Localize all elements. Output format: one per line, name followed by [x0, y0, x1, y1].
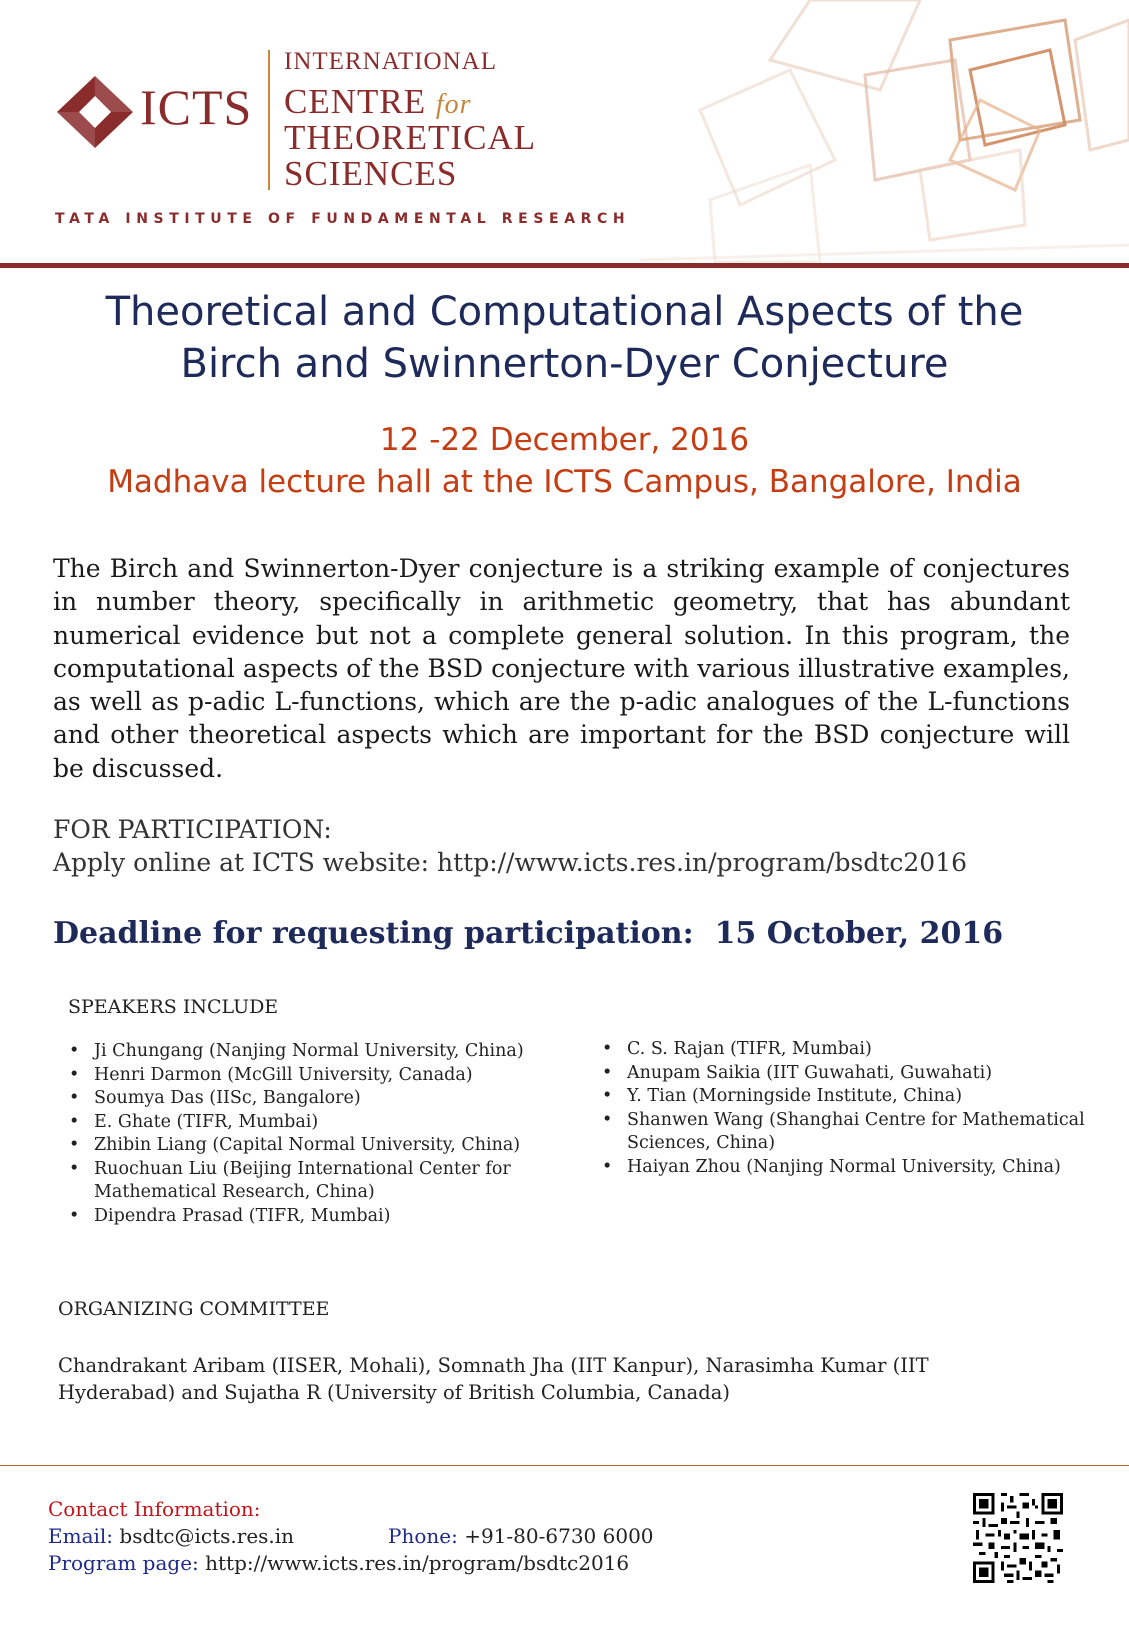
qr-code-icon: [973, 1493, 1063, 1583]
organizing-members: Chandrakant Aribam (IISER, Mohali), Somnath Jha (IIT Kanpur), Narasimha Kumar (IIT Hyderabad) and Sujatha R (University of British Columbia, Canada): [58, 1354, 929, 1404]
parent-institute: TATA INSTITUTE OF FUNDAMENTAL RESEARCH: [55, 211, 631, 227]
centre-name-line4: SCIENCES: [284, 154, 458, 193]
speaker-item: • Dipendra Prasad (TIFR, Mumbai): [62, 1205, 562, 1229]
contact-email: [48, 1524, 294, 1548]
speaker-item: • Henri Darmon (McGill University, Canada): [62, 1064, 562, 1088]
icts-logo-icon: [55, 72, 135, 152]
speaker-item: • Zhibin Liang (Capital Normal University, China): [62, 1134, 562, 1158]
speaker-item: • Ruochuan Liu (Beijing International Center for Mathematical Research, China): [62, 1158, 562, 1205]
speaker-item: • Soumya Das (IISc, Bangalore): [62, 1087, 562, 1111]
contact-program: [48, 1551, 629, 1575]
logo-divider: [268, 50, 270, 190]
speaker-item: • C. S. Rajan (TIFR, Mumbai): [595, 1038, 1115, 1062]
participation-heading: FOR PARTICIPATION:: [53, 815, 332, 844]
phone-number: +91-80-6730 6000: [464, 1524, 654, 1548]
speaker-item: • Shanwen Wang (Shanghai Centre for Mathematical Sciences, China): [595, 1109, 1115, 1156]
participation-apply-link[interactable]: Apply online at ICTS website: http://www.icts.res.in/program/bsdtc2016: [53, 848, 968, 877]
footer-divider: [0, 1465, 1129, 1466]
centre-name-line2: CENTRE for: [284, 82, 472, 121]
email-link[interactable]: bsdtc@icts.res.in: [119, 1524, 295, 1548]
deadline-notice: [53, 916, 1003, 951]
event-title-line1: Theoretical and Computational Aspects of the: [105, 289, 1024, 335]
email-label: Email:: [48, 1524, 114, 1548]
speaker-item: • E. Ghate (TIFR, Mumbai): [62, 1111, 562, 1135]
organizing-heading: ORGANIZING COMMITTEE: [58, 1298, 330, 1320]
event-dates: 12 -22 December, 2016: [379, 422, 750, 458]
program-label: Program page:: [48, 1551, 199, 1575]
header-geometric-art: [620, 0, 1129, 265]
speaker-item: • Ji Chungang (Nanjing Normal University, China): [62, 1040, 562, 1064]
centre-name-for: for: [435, 89, 472, 120]
event-description: The Birch and Swinnerton-Dyer conjecture is a striking example of conjectures in number theory, specifically in arithmetic geometry, that has abundant numerical evidence but not a complete general solution. In this program, the computational aspects of the BSD conjecture with various illustrative examples, as well as p-adic L-functions, which are the p-adic analogues of the L-functions and other theoretical aspects which are important for the BSD conjecture will be discussed.: [53, 554, 1070, 783]
speakers-heading: SPEAKERS INCLUDE: [68, 996, 279, 1018]
speakers-list-right: [595, 1038, 1115, 1179]
logo-wordmark: ICTS: [140, 79, 253, 135]
centre-name-line1: INTERNATIONAL: [284, 48, 497, 75]
speaker-item: • Anupam Saikia (IIT Guwahati, Guwahati): [595, 1062, 1115, 1086]
event-title: [0, 286, 1129, 390]
event-title-line2: Birch and Swinnerton-Dyer Conjecture: [180, 341, 949, 387]
deadline-date: 15 October, 2016: [714, 916, 1004, 951]
deadline-label: Deadline for requesting participation:: [53, 916, 694, 951]
phone-label: Phone:: [388, 1524, 458, 1548]
speakers-list-left: [62, 1040, 562, 1228]
event-venue: Madhava lecture hall at the ICTS Campus, Bangalore, India: [107, 464, 1022, 500]
speaker-item: • Y. Tian (Morningside Institute, China): [595, 1085, 1115, 1109]
centre-name-line3: THEORETICAL: [284, 118, 537, 157]
header-divider: [0, 263, 1129, 268]
program-link[interactable]: http://www.icts.res.in/program/bsdtc2016: [205, 1551, 630, 1575]
contact-phone: [388, 1524, 654, 1548]
speaker-item: • Haiyan Zhou (Nanjing Normal University, China): [595, 1156, 1115, 1180]
contact-heading: Contact Information:: [48, 1497, 261, 1521]
